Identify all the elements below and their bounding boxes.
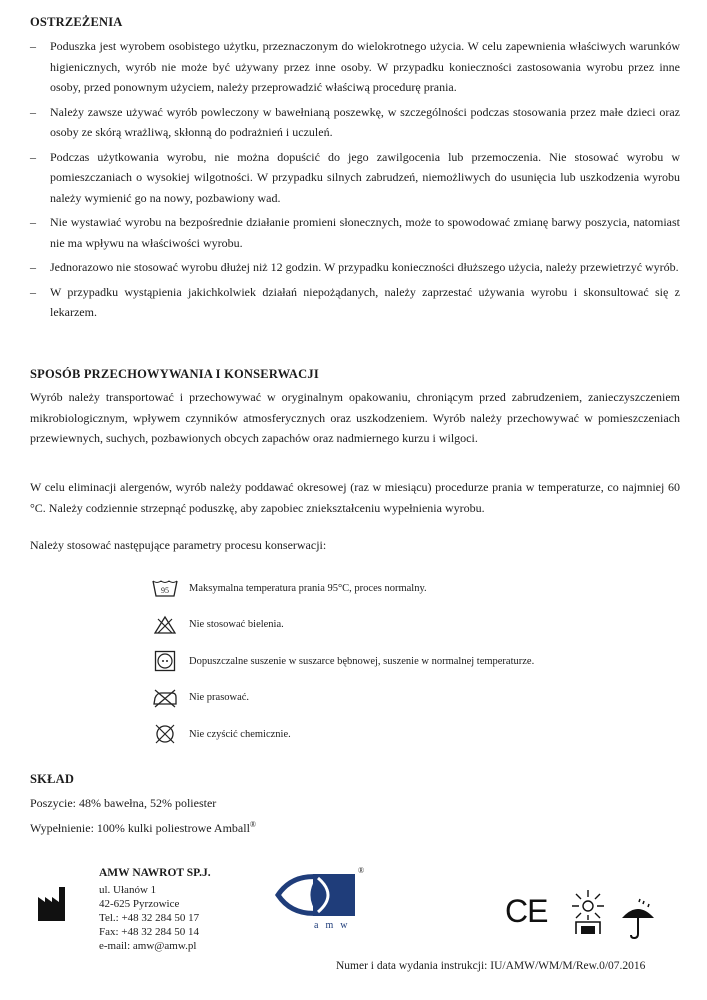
keep-away-from-sunlight-icon (566, 888, 610, 941)
warning-text: Podczas użytkowania wyrobu, nie można dopuścić do jego zawilgocenia lub przemoczenia. Nie stosować wyrobu w pomieszczaniach o wysokiej wilgotności. W przypadku silnych zabrudzeń, niemożliwych do usunięcia lub uszkodzenia wyrobu należy wymienić go na nowy, pozbawiony wad. (50, 149, 680, 205)
manufacturer-phone: Tel.: +48 32 284 50 17 (99, 912, 200, 924)
manufacturer-icon (36, 885, 70, 928)
wash-95-icon (150, 575, 180, 601)
warning-text: Nie wystawiać wyrobu na bezpośrednie działanie promieni słonecznych, może to spowodować zmianę barwy poszycia, natomiast nie ma wpływu na właściwości wyrobu. (50, 215, 680, 250)
warning-text: W przypadku wystąpienia jakichkolwiek działań niepożądanych, należy zaprzestać używania wyrobu i skonsultować się z lekarzem. (50, 284, 680, 319)
warning-item: – Poduszka jest wyrobem osobistego użytku, przeznaczonym do wielokrotnego użycia. W celu zapewnienia właściwych warunków higienicznych, wyrób nie może być używany przez inne osoby. W przypadku konieczności zastosowania wyrobu przez inne osoby, przed ponownym użyciem, należy przeprowadzić właściwą procedurę prania. (30, 39, 680, 94)
warning-text: Należy zawsze używać wyrób powleczony w bawełnianą poszewkę, w szczególności podczas stosowania przez małe dzieci oraz osoby ze skórą wrażliwą, skłonną do podrażnień i uczuleń. (50, 104, 680, 139)
amw-logo (270, 866, 370, 932)
no-dry-clean-icon (150, 721, 180, 747)
no-iron-icon (150, 685, 180, 711)
logo-text: amw (314, 920, 355, 931)
care-symbol-row (150, 716, 600, 753)
warning-item: – W przypadku wystąpienia jakichkolwiek działań niepożądanych, należy zaprzestać używania wyrobu i skonsultować się z lekarzem. (30, 284, 680, 319)
no-bleach-icon (150, 612, 180, 638)
care-symbol-row (150, 570, 600, 607)
tumble-dry-icon (150, 648, 180, 674)
warnings-list (30, 36, 680, 327)
warning-text: Poduszka jest wyrobem osobistego użytku, przeznaczonym do wielokrotnego użycia. W celu zapewnienia właściwych warunków higienicznych, wyrób nie może być używany przez inne osoby. W przypadku konieczności zastosowania wyrobu przez inne osoby, przed ponownym użyciem, należy przeprowadzić właściwą procedurę prania. (50, 39, 680, 94)
manufacturer-email: e-mail: amw@amw.pl (99, 940, 197, 952)
manufacturer-street: ul. Ułanów 1 (99, 884, 157, 896)
care-symbol-label: Maksymalna temperatura prania 95°C, proces normalny. (189, 582, 427, 594)
warning-item: – Podczas użytkowania wyrobu, nie można dopuścić do jego zawilgocenia lub przemoczenia. Nie stosować wyrobu w pomieszczaniach o wysokiej wilgotności. W przypadku silnych zabrudzeń, niemożliwych do usunięcia lub uszkodzenia wyrobu należy wymienić go na nowy, pozbawiony wad. (30, 149, 680, 205)
logo-registered-mark: ® (358, 866, 365, 875)
composition-heading: SKŁAD (30, 772, 75, 786)
warning-item: – Jednorazowo nie stosować wyrobu dłużej niż 12 godzin. W przypadku konieczności dłuższego użycia, należy przewietrzyć wyrób. (30, 260, 679, 274)
storage-heading: SPOSÓB PRZECHOWYWANIA I KONSERWACJI (30, 367, 319, 381)
care-symbol-label: Nie stosować bielenia. (189, 619, 284, 631)
warnings-heading: OSTRZEŻENIA (30, 15, 123, 29)
care-symbol-label: Dopuszczalne suszenie w suszarce bębnowej, suszenie w normalnej temperaturze. (189, 655, 535, 667)
instruction-number: Numer i data wydania instrukcji: IU/AMW/WM/M/Rew.0/07.2016 (336, 960, 646, 972)
composition-filling-line (30, 814, 430, 839)
composition-cover: Poszycie: 48% bawełna, 52% poliester (30, 796, 217, 810)
keep-dry-icon (618, 898, 658, 947)
manufacturer-name: AMW NAWROT SP.J. (99, 867, 211, 879)
care-symbol-label: Nie czyścić chemicznie. (189, 728, 291, 740)
manufacturer-fax: Fax: +48 32 284 50 14 (99, 926, 200, 938)
registered-mark: ® (249, 820, 256, 829)
storage-paragraph-1: Wyrób należy transportować i przechowywać w oryginalnym opakowaniu, chroniącym przed zabrudzeniem, zanieczyszczeniem mikrobiologicznym, wpływem czynników atmosferycznych oraz uszkodzeniem. Wyrób należy przechowywać w pomieszczeniach przewiewnych, suchych, pozbawionych obcych zapachów oraz nadmiernego kurzu i wilgoci. (30, 390, 680, 445)
wash-temp-text: 95 (161, 586, 169, 596)
warning-item: – Nie wystawiać wyrobu na bezpośrednie działanie promieni słonecznych, może to spowodować zmianę barwy poszycia, natomiast nie ma wpływu na właściwości wyrobu. (30, 215, 680, 250)
manufacturer-city: 42-625 Pyrzowice (99, 898, 180, 910)
manufacturer-address (99, 866, 211, 953)
care-symbols-list (150, 570, 600, 753)
warning-text: Jednorazowo nie stosować wyrobu dłużej niż 12 godzin. W przypadku konieczności dłuższego użycia, należy przewietrzyć wyrób. (50, 260, 679, 274)
care-symbol-row (150, 643, 600, 680)
storage-paragraph-2: W celu eliminacji alergenów, wyrób należy poddawać okresowej (raz w miesiącu) procedurze prania w temperaturze, co najmniej 60 °C. Należy codziennie strzepnąć poduszkę, aby zapobiec zniekształceniu wypełnienia wyrobu. (30, 480, 680, 515)
ce-mark-icon: CE (505, 893, 548, 929)
composition-filling: Wypełnienie: 100% kulki poliestrowe Amball (30, 821, 250, 835)
care-params-intro: Należy stosować następujące parametry procesu konserwacji: (30, 538, 327, 552)
amw-logo-mark (270, 870, 370, 920)
care-symbol-row (150, 680, 600, 717)
warning-item: – Należy zawsze używać wyrób powleczony w bawełnianą poszewkę, w szczególności podczas stosowania przez małe dzieci oraz osoby ze skórą wrażliwą, skłonną do podrażnień i uczuleń. (30, 104, 680, 139)
care-symbol-row (150, 607, 600, 644)
care-symbol-label: Nie prasować. (189, 692, 250, 704)
